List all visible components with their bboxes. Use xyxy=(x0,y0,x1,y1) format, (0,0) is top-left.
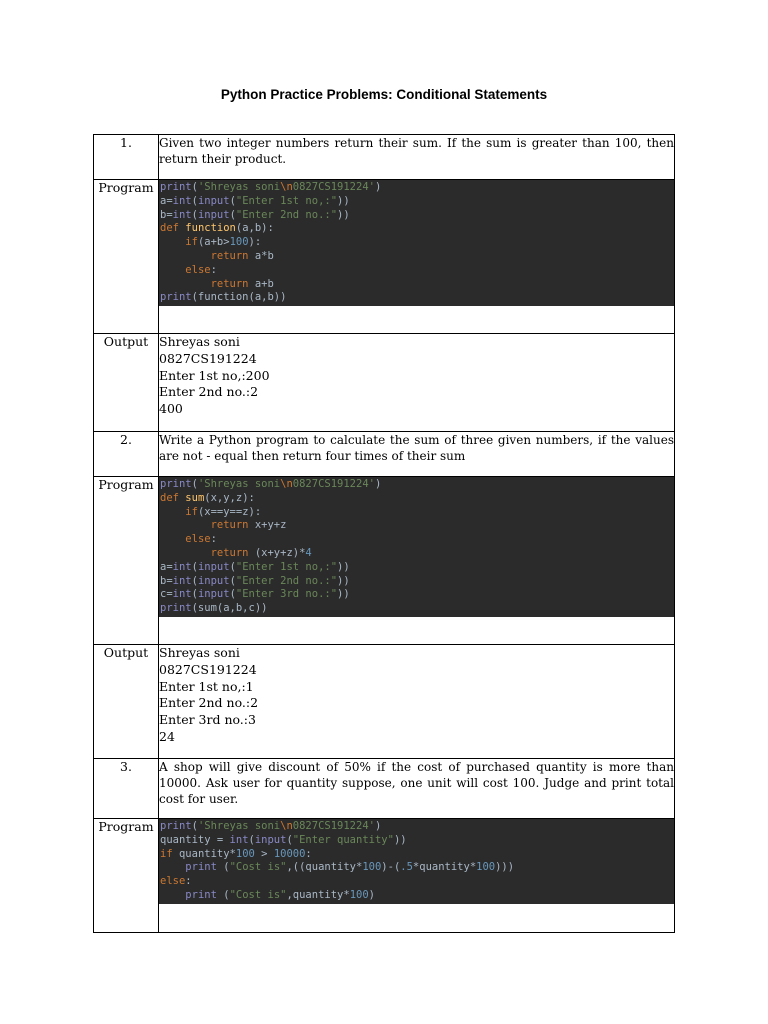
code-line: b=int(input("Enter 2nd no.:")) xyxy=(160,208,350,221)
code-line: else: xyxy=(160,875,192,888)
code-line: def function(a,b): xyxy=(160,222,274,235)
code-block xyxy=(159,477,674,617)
problem-number: 2. xyxy=(94,432,159,477)
code-line: print(sum(a,b,c)) xyxy=(160,602,268,615)
output-text: Shreyas soni 0827CS191224 Enter 1st no,:200 Enter 2nd no.:2 400 xyxy=(159,334,270,417)
code-line: quantity = int(input("Enter quantity")) xyxy=(160,833,407,846)
problem-row xyxy=(94,432,675,477)
code-line: c=int(input("Enter 3rd no.:")) xyxy=(160,588,350,601)
problem-number: 1. xyxy=(94,135,159,180)
document-title: Python Practice Problems: Conditional Statements xyxy=(220,87,548,102)
problems-table xyxy=(93,134,675,933)
code-line: if(a+b>100): xyxy=(185,236,262,249)
code-line: print('Shreyas soni\n0827CS191224') xyxy=(160,820,382,832)
code-line: print ("Cost is",((quantity*100)-(.5*quantity*100))) xyxy=(185,861,515,874)
code-line: else: xyxy=(185,263,217,276)
problem-number: 3. xyxy=(94,759,159,819)
code-line: return (x+y+z)*4 xyxy=(210,546,312,559)
code-block xyxy=(159,819,674,904)
output-row xyxy=(94,334,675,432)
code-block xyxy=(159,180,674,306)
output-row xyxy=(94,645,675,759)
problem-statement: A shop will give discount of 50% if the cost of purchased quantity is more than 10000. Ask user for quantity suppose, one unit will cost 100. Judge and print total cost for user. xyxy=(159,760,674,806)
program-label: Program xyxy=(94,477,159,645)
code-line: if(x==y==z): xyxy=(185,505,262,518)
code-line: print(function(a,b)) xyxy=(160,291,287,304)
code-line: return x+y+z xyxy=(210,519,287,532)
program-label: Program xyxy=(94,180,159,334)
code-line: return a*b xyxy=(210,249,274,262)
code-line: print('Shreyas soni\n0827CS191224') xyxy=(160,478,382,490)
code-line: if quantity*100 > 10000: xyxy=(160,847,312,860)
code-line: else: xyxy=(185,533,217,546)
code-line: print ("Cost is",quantity*100) xyxy=(185,888,375,901)
problem-statement: Given two integer numbers return their sum. If the sum is greater than 100, then return their product. xyxy=(159,136,674,166)
program-row xyxy=(94,819,675,933)
problem-row xyxy=(94,135,675,180)
code-line: def sum(x,y,z): xyxy=(160,491,255,504)
program-label: Program xyxy=(94,819,159,933)
output-text: Shreyas soni 0827CS191224 Enter 1st no,:1 Enter 2nd no.:2 Enter 3rd no.:3 24 xyxy=(159,645,259,744)
output-label: Output xyxy=(94,334,159,432)
code-line: a=int(input("Enter 1st no,:")) xyxy=(160,560,350,573)
problem-row xyxy=(94,759,675,819)
code-line: return a+b xyxy=(210,277,274,290)
code-line: b=int(input("Enter 2nd no.:")) xyxy=(160,574,350,587)
program-row xyxy=(94,477,675,645)
problem-statement: Write a Python program to calculate the sum of three given numbers, if the values are not - equal then return four times of their sum xyxy=(159,433,674,463)
code-line: a=int(input("Enter 1st no,:")) xyxy=(160,194,350,207)
code-line: print('Shreyas soni\n0827CS191224') xyxy=(160,181,382,193)
output-label: Output xyxy=(94,645,159,759)
program-row xyxy=(94,180,675,334)
